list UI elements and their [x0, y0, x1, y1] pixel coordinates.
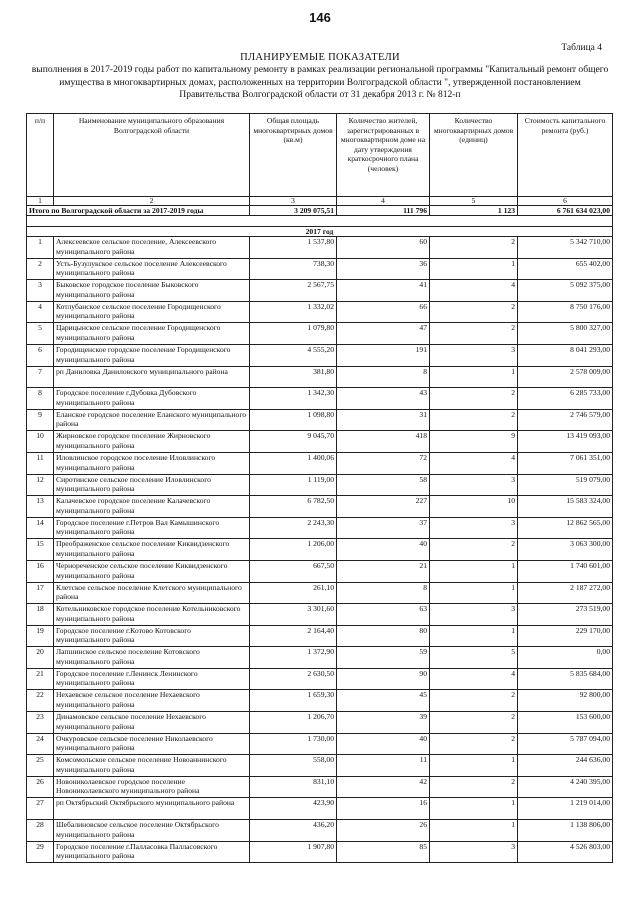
table-row [27, 582, 613, 604]
table-row [27, 539, 613, 561]
area-value: 2 630,50 [250, 668, 337, 690]
cost-value: 8 041 293,00 [518, 344, 613, 366]
cost-value: 6 285 733,00 [518, 388, 613, 410]
spacer-row [27, 216, 613, 227]
row-number: 11 [27, 452, 54, 474]
houses-value: 2 [430, 712, 518, 734]
header-cell: п/п [27, 114, 54, 197]
area-value: 1 098,80 [250, 409, 337, 431]
residents-value: 227 [337, 496, 430, 518]
row-number: 14 [27, 517, 54, 539]
municipality-name: Городское поселение г.Котово Котовского муниципального района [54, 625, 250, 647]
residents-value: 8 [337, 582, 430, 604]
header-cell: Количество многоквартирных домов (единиц) [430, 114, 518, 197]
row-number: 2 [27, 258, 54, 280]
municipality-name: Алексеевское сельское поселение, Алексеевского муниципального района [54, 237, 250, 259]
row-number: 5 [27, 323, 54, 345]
row-number: 23 [27, 712, 54, 734]
table-row [27, 841, 613, 863]
row-number: 25 [27, 755, 54, 777]
houses-value: 3 [430, 344, 518, 366]
residents-value: 39 [337, 712, 430, 734]
area-value: 4 555,20 [250, 344, 337, 366]
row-number: 17 [27, 582, 54, 604]
residents-value: 31 [337, 409, 430, 431]
table-row [27, 409, 613, 431]
houses-value: 1 [430, 258, 518, 280]
houses-value: 1 [430, 820, 518, 842]
row-number: 12 [27, 474, 54, 496]
year-label: 2017 год [27, 227, 613, 237]
houses-value: 2 [430, 323, 518, 345]
houses-value: 2 [430, 690, 518, 712]
residents-value: 43 [337, 388, 430, 410]
houses-value: 2 [430, 388, 518, 410]
houses-value: 1 [430, 560, 518, 582]
table-row [27, 258, 613, 280]
cost-value: 3 063 300,00 [518, 539, 613, 561]
table-row [27, 647, 613, 669]
area-value: 1 079,80 [250, 323, 337, 345]
municipality-name: рп Даниловка Даниловского муниципального района [54, 366, 250, 388]
area-value: 738,30 [250, 258, 337, 280]
header-row [27, 114, 613, 197]
cost-value: 92 800,00 [518, 690, 613, 712]
residents-value: 11 [337, 755, 430, 777]
houses-value: 9 [430, 431, 518, 453]
cost-value: 4 526 803,00 [518, 841, 613, 863]
municipality-name: Чернореченское сельское поселение Киквидзенского муниципального района [54, 560, 250, 582]
area-value: 667,50 [250, 560, 337, 582]
houses-value: 2 [430, 776, 518, 798]
houses-value: 3 [430, 474, 518, 496]
cost-value: 12 862 565,00 [518, 517, 613, 539]
cost-value: 229 170,00 [518, 625, 613, 647]
area-value: 3 301,60 [250, 604, 337, 626]
municipality-name: Преображенское сельское поселение Киквидзенского муниципального района [54, 539, 250, 561]
total-label: Итого по Волгоградской области за 2017-2019 годы [27, 206, 250, 216]
residents-value: 63 [337, 604, 430, 626]
municipality-name: Жирновское городское поселение Жирновского муниципального района [54, 431, 250, 453]
row-number: 13 [27, 496, 54, 518]
residents-value: 47 [337, 323, 430, 345]
houses-value: 2 [430, 539, 518, 561]
municipality-name: Новониколаевское городское поселение Новониколаевского муниципального района [54, 776, 250, 798]
row-number: 9 [27, 409, 54, 431]
municipality-name: Усть-Бузулукское сельское поселение Алексеевского муниципального района [54, 258, 250, 280]
municipality-name: Нехаевское сельское поселение Нехаевского муниципального района [54, 690, 250, 712]
column-number: 2 [54, 197, 250, 206]
table-row [27, 431, 613, 453]
residents-value: 21 [337, 560, 430, 582]
cost-value: 2 746 579,00 [518, 409, 613, 431]
cost-value: 2 187 272,00 [518, 582, 613, 604]
houses-value: 4 [430, 668, 518, 690]
houses-value: 10 [430, 496, 518, 518]
table-row [27, 668, 613, 690]
page-number: 146 [309, 10, 331, 25]
table-row [27, 690, 613, 712]
table-label: Таблица 4 [561, 43, 602, 53]
houses-value: 3 [430, 841, 518, 863]
table-row [27, 517, 613, 539]
houses-value: 2 [430, 733, 518, 755]
municipality-name: Еланское городское поселение Еланского муниципального района [54, 409, 250, 431]
residents-value: 41 [337, 280, 430, 302]
municipality-name: Быковское городское поселение Быковского муниципального района [54, 280, 250, 302]
residents-value: 72 [337, 452, 430, 474]
cost-value: 7 061 351,00 [518, 452, 613, 474]
residents-value: 40 [337, 539, 430, 561]
cost-value: 0,00 [518, 647, 613, 669]
cost-value: 655 402,00 [518, 258, 613, 280]
column-number: 4 [337, 197, 430, 206]
area-value: 831,10 [250, 776, 337, 798]
area-value: 2 567,75 [250, 280, 337, 302]
municipality-name: Сиротинское сельское поселение Иловлинского муниципального района [54, 474, 250, 496]
row-number: 16 [27, 560, 54, 582]
area-value: 1 119,00 [250, 474, 337, 496]
row-number: 3 [27, 280, 54, 302]
houses-value: 2 [430, 301, 518, 323]
row-number: 28 [27, 820, 54, 842]
residents-value: 59 [337, 647, 430, 669]
column-number: 6 [518, 197, 613, 206]
area-value: 2 243,30 [250, 517, 337, 539]
cost-value: 1 219 014,00 [518, 798, 613, 820]
row-number: 7 [27, 366, 54, 388]
houses-value: 1 [430, 798, 518, 820]
header-cell: Стоимость капитального ремонта (руб.) [518, 114, 613, 197]
houses-value: 1 [430, 366, 518, 388]
row-number: 1 [27, 237, 54, 259]
header-cell: Общая площадь многоквартирных домов (кв.м) [250, 114, 337, 197]
residents-value: 16 [337, 798, 430, 820]
total-residents: 111 796 [337, 206, 430, 216]
houses-value: 4 [430, 280, 518, 302]
table-row [27, 301, 613, 323]
cost-value: 5 092 375,00 [518, 280, 613, 302]
houses-value: 2 [430, 409, 518, 431]
residents-value: 85 [337, 841, 430, 863]
row-number: 27 [27, 798, 54, 820]
total-houses: 1 123 [430, 206, 518, 216]
cost-value: 2 578 009,00 [518, 366, 613, 388]
municipality-name: Котельниковское городское поселение Котельниковского муниципального района [54, 604, 250, 626]
year-row [27, 227, 613, 237]
municipality-name: Динамовское сельское поселение Нехаевского муниципального района [54, 712, 250, 734]
cost-value: 273 519,00 [518, 604, 613, 626]
total-area: 3 209 075,51 [250, 206, 337, 216]
area-value: 261,10 [250, 582, 337, 604]
residents-value: 8 [337, 366, 430, 388]
houses-value: 3 [430, 604, 518, 626]
area-value: 1 206,00 [250, 539, 337, 561]
document-subtitle: выполнения в 2017-2019 годы работ по капитальному ремонту в рамках реализации региональной программы "Капитальный ремонт общего имущества в многоквартирных домах, расположенных на территории Волгоградской области ", утвержденной постановлением Правительства Волгоградской области от 31 декабря 2013 г. № 812-п [31, 64, 609, 100]
municipality-name: Городское поселение г.Ленинск Ленинского муниципального района [54, 668, 250, 690]
row-number: 26 [27, 776, 54, 798]
table-row [27, 366, 613, 388]
residents-value: 191 [337, 344, 430, 366]
cost-value: 5 787 094,00 [518, 733, 613, 755]
residents-value: 40 [337, 733, 430, 755]
table-row [27, 712, 613, 734]
residents-value: 60 [337, 237, 430, 259]
residents-value: 58 [337, 474, 430, 496]
cost-value: 519 079,00 [518, 474, 613, 496]
cost-value: 5 342 710,00 [518, 237, 613, 259]
area-value: 9 045,70 [250, 431, 337, 453]
row-number: 15 [27, 539, 54, 561]
cost-value: 1 138 806,00 [518, 820, 613, 842]
cost-value: 244 636,00 [518, 755, 613, 777]
houses-value: 1 [430, 755, 518, 777]
residents-value: 90 [337, 668, 430, 690]
cost-value: 1 740 601,00 [518, 560, 613, 582]
table-row [27, 604, 613, 626]
header-cell: Количество жителей, зарегистрированных в многоквартирном доме на дату утверждения краткосрочного плана (человек) [337, 114, 430, 197]
municipality-name: Очкуровское сельское поселение Николаевского муниципального района [54, 733, 250, 755]
residents-value: 418 [337, 431, 430, 453]
table-row [27, 625, 613, 647]
area-value: 558,00 [250, 755, 337, 777]
area-value: 1 206,70 [250, 712, 337, 734]
municipality-name: Котлубанское сельское поселение Городищенского муниципального района [54, 301, 250, 323]
cost-value: 153 600,00 [518, 712, 613, 734]
table-row [27, 280, 613, 302]
residents-value: 66 [337, 301, 430, 323]
residents-value: 36 [337, 258, 430, 280]
municipality-name: Городское поселение г.Петров Вал Камышинского муниципального района [54, 517, 250, 539]
municipality-name: Городищенское городское поселение Городищенского муниципального района [54, 344, 250, 366]
row-number: 8 [27, 388, 54, 410]
cost-value: 5 800 327,00 [518, 323, 613, 345]
area-value: 2 164,40 [250, 625, 337, 647]
table-row [27, 344, 613, 366]
residents-value: 45 [337, 690, 430, 712]
table-row [27, 323, 613, 345]
residents-value: 26 [337, 820, 430, 842]
table-row [27, 798, 613, 820]
cost-value: 13 419 093,00 [518, 431, 613, 453]
column-number: 1 [27, 197, 54, 206]
area-value: 423,90 [250, 798, 337, 820]
residents-value: 37 [337, 517, 430, 539]
municipality-name: Лапшинское сельское поселение Котовского муниципального района [54, 647, 250, 669]
area-value: 6 782,50 [250, 496, 337, 518]
municipality-name: Иловлинское городское поселение Иловлинского муниципального района [54, 452, 250, 474]
houses-value: 1 [430, 625, 518, 647]
houses-value: 5 [430, 647, 518, 669]
area-value: 1 400,06 [250, 452, 337, 474]
row-number: 29 [27, 841, 54, 863]
cost-value: 8 750 176,00 [518, 301, 613, 323]
row-number: 19 [27, 625, 54, 647]
column-number: 5 [430, 197, 518, 206]
table-row [27, 776, 613, 798]
houses-value: 4 [430, 452, 518, 474]
area-value: 436,20 [250, 820, 337, 842]
spacer-cell [27, 216, 613, 227]
area-value: 1 537,80 [250, 237, 337, 259]
residents-value: 42 [337, 776, 430, 798]
row-number: 20 [27, 647, 54, 669]
area-value: 381,80 [250, 366, 337, 388]
document-title: ПЛАНИРУЕМЫЕ ПОКАЗАТЕЛИ [240, 52, 400, 63]
municipality-name: Царицынское сельское поселение Городищенского муниципального района [54, 323, 250, 345]
area-value: 1 659,30 [250, 690, 337, 712]
row-number: 22 [27, 690, 54, 712]
municipality-name: Городское поселение г.Палласовка Палласовского муниципального района [54, 841, 250, 863]
table-row [27, 452, 613, 474]
table-row [27, 560, 613, 582]
table-row [27, 820, 613, 842]
table-row [27, 733, 613, 755]
column-number: 3 [250, 197, 337, 206]
table-row [27, 474, 613, 496]
municipality-name: рп Октябрьский Октябрьского муниципального района [54, 798, 250, 820]
municipality-name: Калачевское городское поселение Калачевского муниципального района [54, 496, 250, 518]
indicators-table [26, 113, 613, 863]
row-number: 18 [27, 604, 54, 626]
area-value: 1 907,80 [250, 841, 337, 863]
table-row [27, 388, 613, 410]
municipality-name: Комсомольское сельское поселение Новоаннинского муниципального района [54, 755, 250, 777]
area-value: 1 372,90 [250, 647, 337, 669]
row-number: 21 [27, 668, 54, 690]
area-value: 1 730,00 [250, 733, 337, 755]
total-cost: 6 761 634 023,00 [518, 206, 613, 216]
column-number-row [27, 197, 613, 206]
table-row [27, 237, 613, 259]
table-row [27, 496, 613, 518]
area-value: 1 332,02 [250, 301, 337, 323]
area-value: 1 342,30 [250, 388, 337, 410]
cost-value: 5 835 684,00 [518, 668, 613, 690]
cost-value: 15 583 324,00 [518, 496, 613, 518]
municipality-name: Клетское сельское поселение Клетского муниципального района [54, 582, 250, 604]
row-number: 10 [27, 431, 54, 453]
municipality-name: Шебалиновское сельское поселение Октябрьского муниципального района [54, 820, 250, 842]
houses-value: 1 [430, 582, 518, 604]
cost-value: 4 240 395,00 [518, 776, 613, 798]
row-number: 4 [27, 301, 54, 323]
total-row [27, 206, 613, 216]
table-row [27, 755, 613, 777]
houses-value: 3 [430, 517, 518, 539]
residents-value: 80 [337, 625, 430, 647]
houses-value: 2 [430, 237, 518, 259]
municipality-name: Городское поселение г.Дубовка Дубовского муниципального района [54, 388, 250, 410]
row-number: 6 [27, 344, 54, 366]
row-number: 24 [27, 733, 54, 755]
header-cell: Наименование муниципального образования Волгоградской области [54, 114, 250, 197]
